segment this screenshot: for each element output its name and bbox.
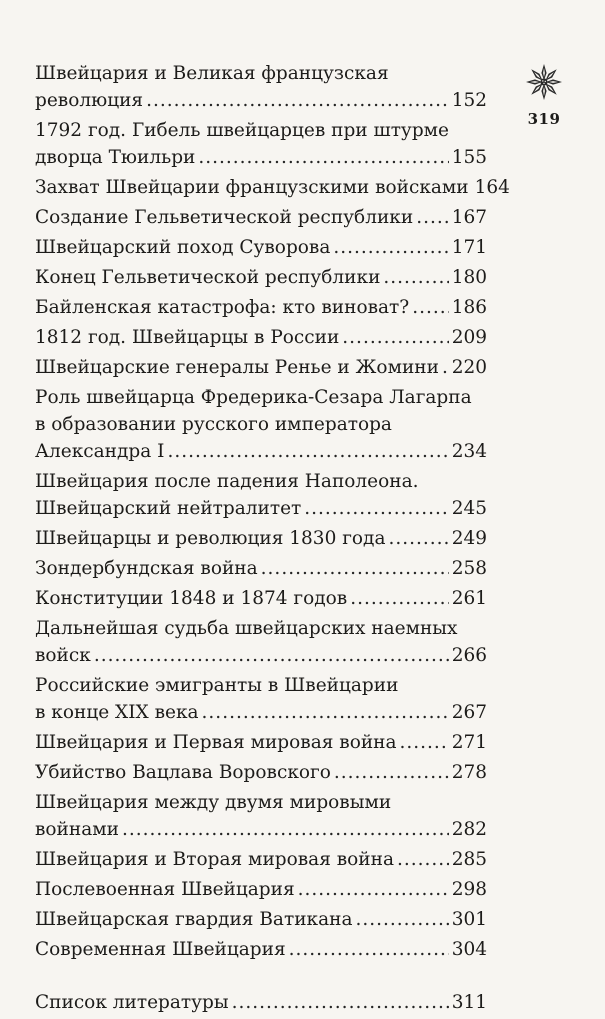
toc-entry: [35, 585, 487, 612]
toc-entry-page-number: 285: [451, 849, 487, 870]
toc-entry-title-line: войск: [35, 645, 91, 666]
toc-entry-title-line: Зондербундская война: [35, 558, 258, 579]
toc-entry-title-line: революция: [35, 90, 144, 111]
toc-entry: [35, 759, 487, 786]
toc-entry-last-line: [35, 699, 487, 726]
toc-entry: [35, 468, 487, 522]
toc-entry-title-line: Швейцарский поход Суворова: [35, 237, 331, 258]
toc-entry: [35, 174, 510, 201]
dot-leader: [383, 264, 448, 291]
toc-entry-page-number: 180: [451, 267, 487, 288]
toc-entry-last-line: [35, 264, 487, 291]
dot-leader: [333, 234, 448, 261]
toc-entry: [35, 60, 487, 114]
dot-leader: [350, 585, 449, 612]
toc-entry: [35, 936, 487, 963]
dot-leader: [304, 495, 448, 522]
toc-entry-title-line: Список литературы: [35, 992, 229, 1013]
toc-entry-title-line: 1792 год. Гибель швейцарцев при штурме: [35, 120, 450, 141]
toc-entry: [35, 729, 487, 756]
toc-entry-page-number: 186: [451, 297, 487, 318]
toc-entry-title-line: Швейцарский нейтралитет: [35, 498, 302, 519]
toc-entry-title-line: Захват Швейцарии французскими войсками: [35, 177, 469, 198]
toc-entry: [35, 615, 487, 669]
dot-leader: [94, 642, 449, 669]
dot-leader: [198, 144, 448, 171]
toc-entry-last-line: [35, 294, 487, 321]
toc-entry-title-line: Швейцарцы и революция 1830 года: [35, 528, 386, 549]
toc-entry-title-line: Швейцария после падения Наполеона.: [35, 471, 419, 492]
toc-entry: [35, 384, 487, 465]
toc-entry: [35, 876, 487, 903]
toc-entry-page-number: 278: [451, 762, 487, 783]
toc-entry-last-line: [35, 438, 487, 465]
toc-entry-title-line: войнами: [35, 819, 119, 840]
toc-entry-page-number: 311: [451, 992, 487, 1013]
toc-entry-title-line: Послевоенная Швейцария: [35, 879, 295, 900]
toc-entry-page-number: 298: [451, 879, 487, 900]
toc-entry-title-line: Современная Швейцария: [35, 939, 286, 960]
toc-entry-last-line: [35, 174, 510, 201]
toc-entry-last-line: [35, 234, 487, 261]
dot-leader: [146, 87, 449, 114]
dot-leader: [400, 729, 449, 756]
toc-entry: [35, 525, 487, 552]
toc-entry: [35, 354, 487, 381]
toc-entry-title-line: Швейцария и Великая французская: [35, 63, 389, 84]
toc-entry: [35, 906, 487, 933]
toc-entry-title-line: в образовании русского императора: [35, 414, 392, 435]
toc-entry-title-line: Конституции 1848 и 1874 годов: [35, 588, 348, 609]
dot-leader: [442, 354, 449, 381]
toc-entry: [35, 204, 487, 231]
dot-leader: [416, 204, 449, 231]
toc-entry-last-line: [35, 642, 487, 669]
page-header-side: [522, 62, 566, 128]
dot-leader: [342, 324, 448, 351]
toc-entry-last-line: [35, 495, 487, 522]
toc-entry: [35, 989, 487, 1016]
toc-entry-page-number: 261: [451, 588, 487, 609]
toc-entry-page-number: 258: [451, 558, 487, 579]
toc-entry-page-number: 266: [451, 645, 487, 666]
toc-entry-title-line: 1812 год. Швейцарцы в России: [35, 327, 340, 348]
toc-entry: [35, 789, 487, 843]
toc-entry-title-line: Швейцария и Вторая мировая война: [35, 849, 394, 870]
dot-leader: [334, 759, 449, 786]
toc-entry-title-line: Создание Гельветической республики: [35, 207, 414, 228]
toc-entry-title-line: Швейцария между двумя мировыми: [35, 792, 392, 813]
toc-entry: [35, 294, 487, 321]
dot-leader: [167, 438, 448, 465]
dot-leader: [388, 525, 448, 552]
toc-entry: [35, 117, 487, 171]
toc-entry-page-number: 267: [451, 702, 487, 723]
toc-entry-title-line: Роль швейцарца Фредерика-Сезара Лагарпа: [35, 387, 472, 408]
toc-entry-last-line: [35, 876, 487, 903]
toc-entry-title-line: Убийство Вацлава Воровского: [35, 762, 331, 783]
toc-entry-last-line: [35, 204, 487, 231]
toc-entry-page-number: 271: [451, 732, 487, 753]
dot-leader: [298, 876, 449, 903]
toc-entry-title-line: Дальнейшая судьба швейцарских наемных: [35, 618, 458, 639]
toc-entry-last-line: [35, 354, 487, 381]
page-number: 319: [527, 110, 561, 128]
toc-entry-title-line: в конце XIX века: [35, 702, 199, 723]
toc-entry-title-line: Конец Гельветической республики: [35, 267, 381, 288]
toc-entry-page-number: 167: [451, 207, 487, 228]
dot-leader: [202, 699, 449, 726]
toc-entry-page-number: 171: [451, 237, 487, 258]
toc-entry: [35, 324, 487, 351]
toc-entry-last-line: [35, 87, 487, 114]
dot-leader: [355, 906, 448, 933]
dot-leader: [261, 555, 449, 582]
toc-entry-page-number: 245: [451, 498, 487, 519]
toc-entry-title-line: дворца Тюильри: [35, 147, 196, 168]
toc-entry-last-line: [35, 729, 487, 756]
toc-entry-title-line: Швейцария и Первая мировая война: [35, 732, 397, 753]
toc-entry-title-line: Швейцарская гвардия Ватикана: [35, 909, 353, 930]
toc-entry-last-line: [35, 936, 487, 963]
toc-entry-last-line: [35, 144, 487, 171]
toc-entry-page-number: 155: [451, 147, 487, 168]
dot-leader: [289, 936, 449, 963]
toc-entry: [35, 264, 487, 291]
toc-entry: [35, 555, 487, 582]
toc-entry-title-line: Александра I: [35, 441, 165, 462]
toc-entry-page-number: 282: [451, 819, 487, 840]
toc-entry-last-line: [35, 585, 487, 612]
toc-entry-last-line: [35, 846, 487, 873]
toc-entry-last-line: [35, 324, 487, 351]
toc-entry-last-line: [35, 989, 487, 1016]
toc-entry-page-number: 152: [451, 90, 487, 111]
toc-entry-page-number: 220: [451, 357, 487, 378]
table-of-contents: [35, 60, 510, 1019]
toc-entry: [35, 846, 487, 873]
toc-entry-last-line: [35, 525, 487, 552]
dot-leader: [397, 846, 449, 873]
toc-entry-title-line: Швейцарские генералы Ренье и Жомини: [35, 357, 439, 378]
toc-entry-page-number: 234: [451, 441, 487, 462]
toc-entry-page-number: 249: [451, 528, 487, 549]
toc-entry-page-number: 209: [451, 327, 487, 348]
toc-entry-page-number: 301: [451, 909, 487, 930]
toc-entry: [35, 234, 487, 261]
toc-entry-last-line: [35, 816, 487, 843]
dot-leader: [412, 294, 449, 321]
toc-entry-last-line: [35, 555, 487, 582]
toc-entry-title-line: Российские эмигранты в Швейцарии: [35, 675, 399, 696]
toc-entry-last-line: [35, 759, 487, 786]
dot-leader: [232, 989, 449, 1016]
dot-leader: [122, 816, 449, 843]
toc-entry-title-line: Байленская катастрофа: кто виноват?: [35, 297, 410, 318]
toc-entry-last-line: [35, 906, 487, 933]
toc-entry: [35, 672, 487, 726]
toc-entry-page-number: 304: [451, 939, 487, 960]
edelweiss-icon: [522, 62, 566, 102]
toc-entry-page-number: 164: [474, 177, 510, 198]
